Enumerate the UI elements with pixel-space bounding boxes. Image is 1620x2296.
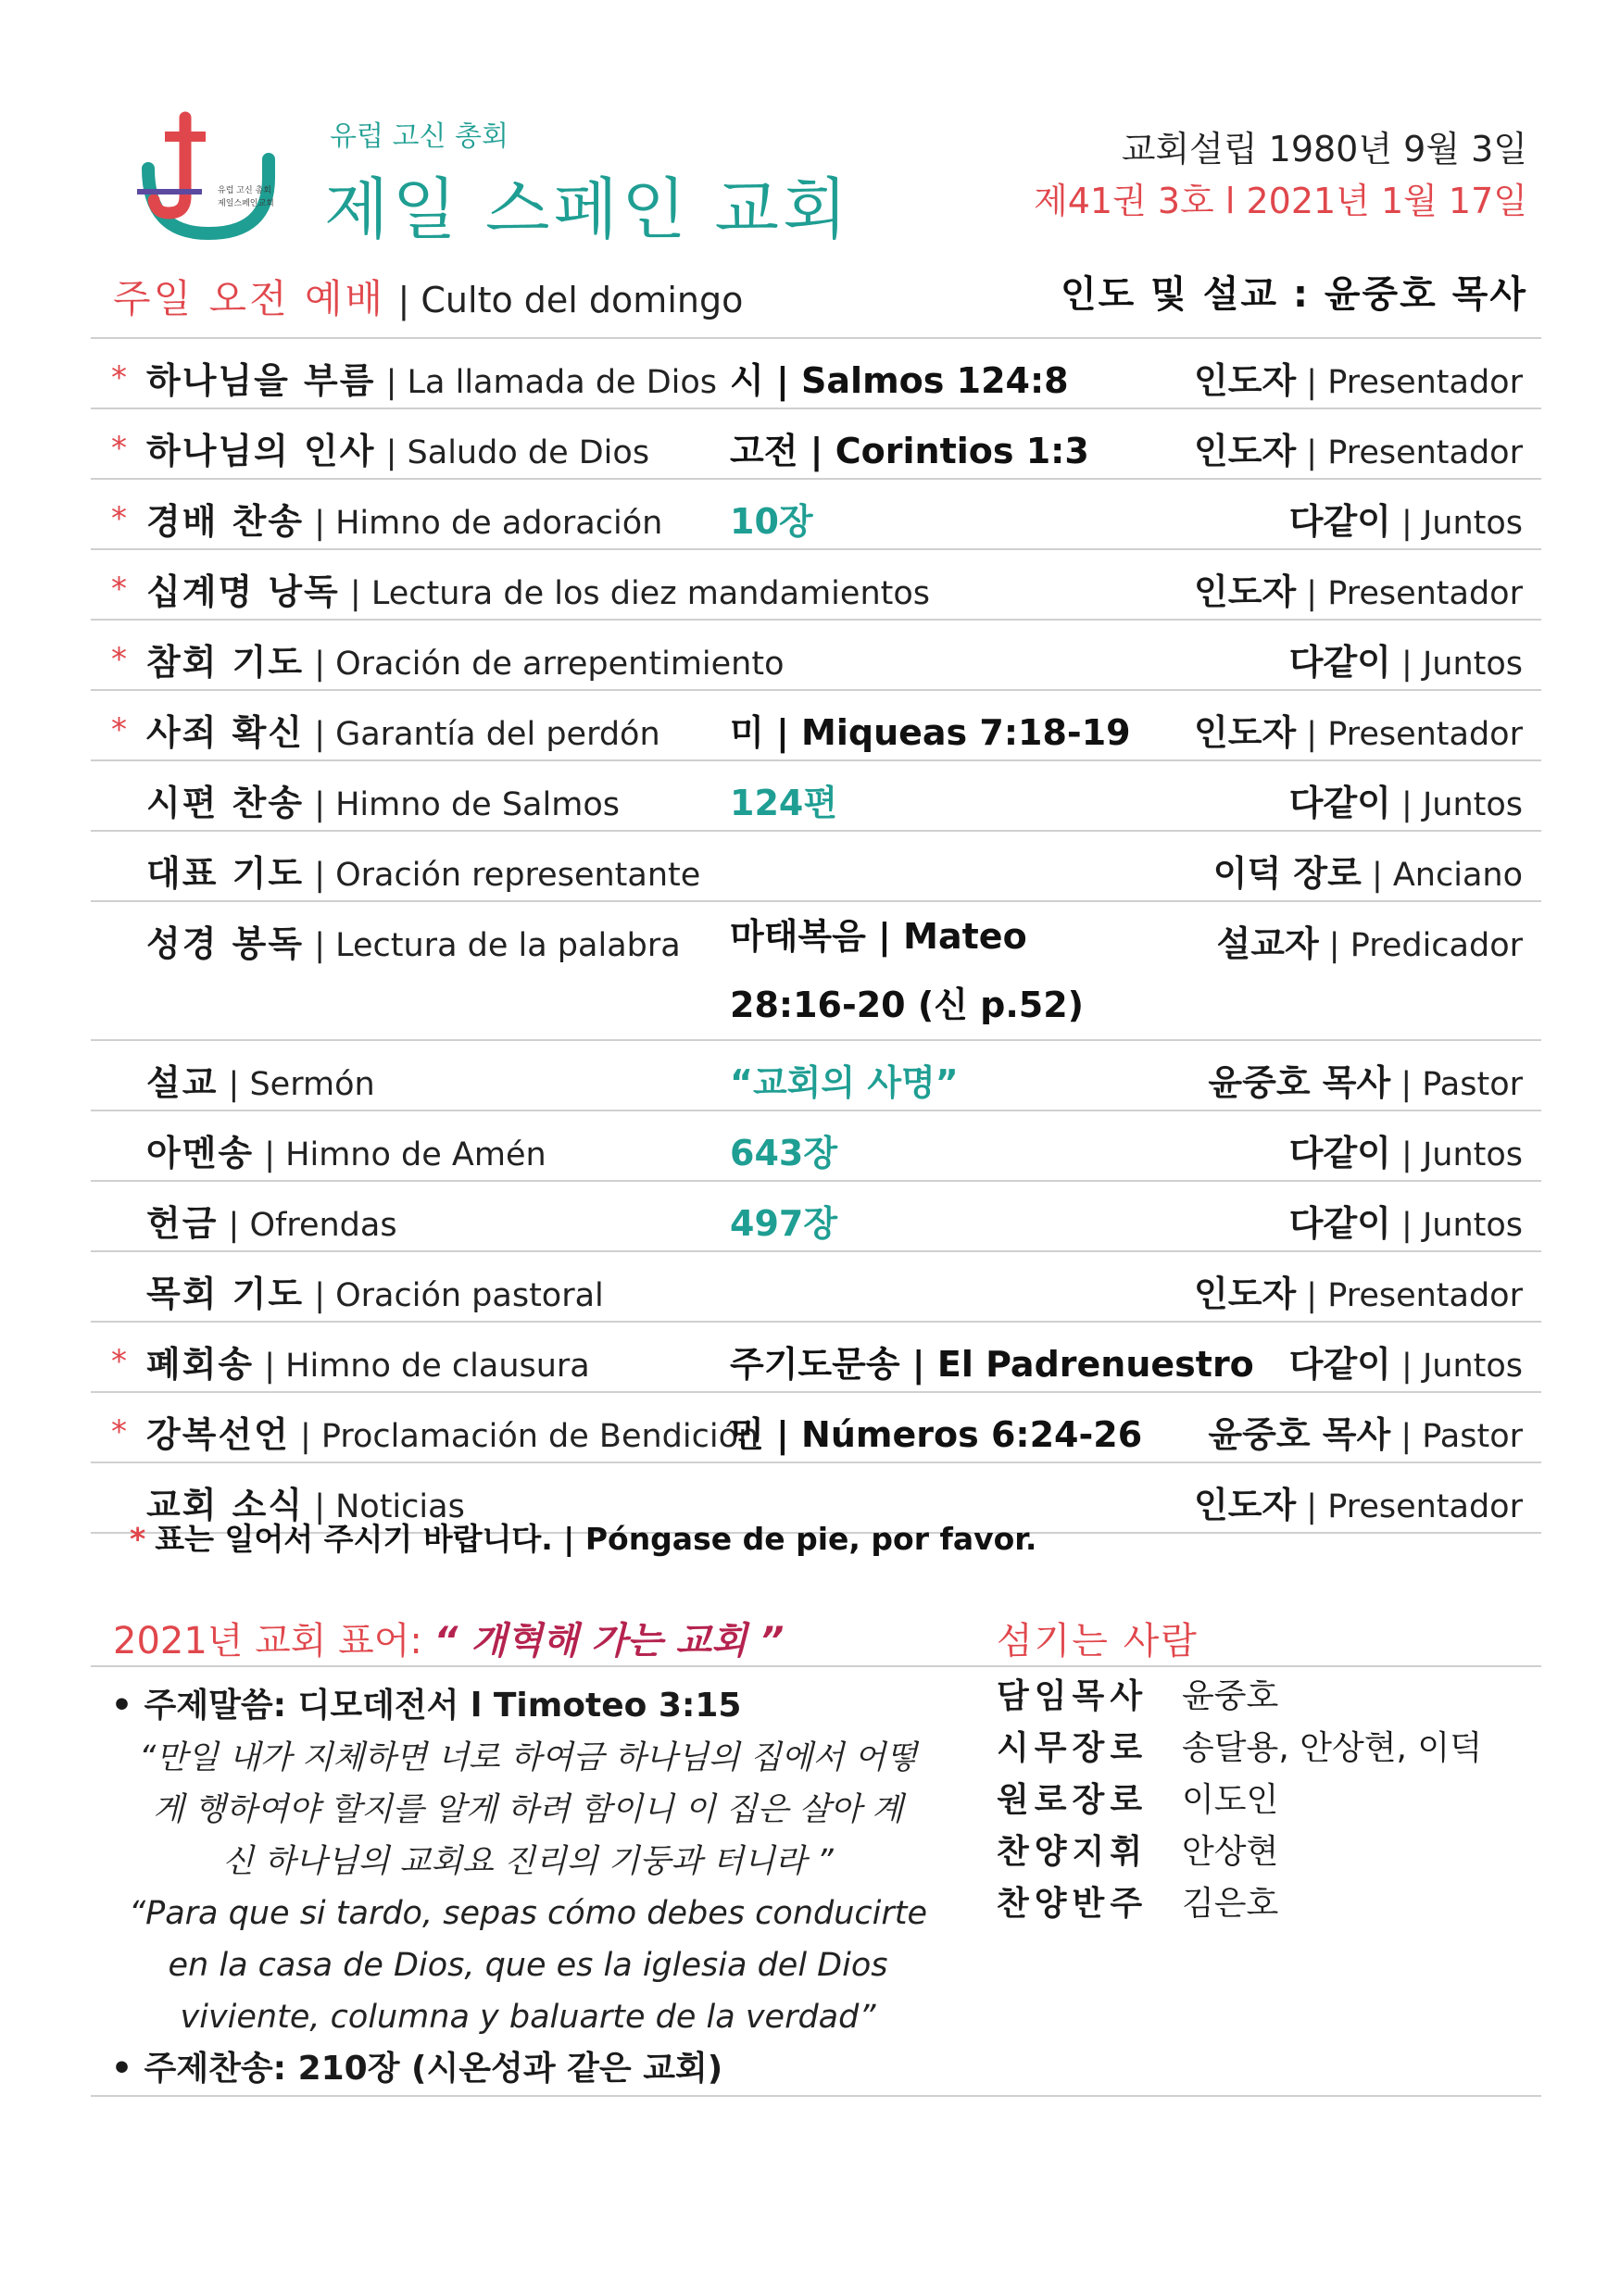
- order-of-worship: [91, 337, 1541, 1534]
- part-es: Oración de arrepentimiento: [335, 646, 785, 683]
- worship-title: [113, 269, 743, 324]
- part-es: Himno de Salmos: [335, 786, 620, 823]
- part-ko: 목회 기도: [146, 1273, 305, 1314]
- order-performer: [1289, 774, 1523, 825]
- performer-es: Juntos: [1422, 786, 1523, 823]
- part-ko: 하나님을 부름: [146, 360, 376, 401]
- church-motto: [113, 1612, 784, 1664]
- order-part: [146, 1336, 590, 1386]
- performer-es: Presentador: [1327, 1277, 1523, 1314]
- order-row: [91, 1393, 1541, 1463]
- performer-separator: |: [1361, 857, 1393, 894]
- performer-ko: 다같이: [1288, 1133, 1391, 1173]
- order-part: [146, 915, 681, 966]
- performer-es: Pastor: [1422, 1418, 1523, 1455]
- part-ko: 십계명 낭독: [146, 571, 340, 612]
- performer-es: Presentador: [1327, 716, 1523, 753]
- part-es: La llamada de Dios: [407, 364, 718, 401]
- theme-quote-ko: “만일 내가 지체하면 너로 하여금 하나님의 집에서 어떻게 행하여야 할지를 알게 하려 함이니 이 집은 살아 계신 하나님의 교회요 진리의 기둥과 터니라 ”: [139, 1739, 917, 1880]
- part-ko: 경배 찬송: [146, 501, 305, 542]
- order-performer: [1289, 634, 1523, 684]
- order-part: [146, 493, 662, 544]
- part-separator: |: [218, 1066, 250, 1103]
- part-separator: |: [254, 1348, 286, 1385]
- part-ko: 설교: [146, 1062, 219, 1103]
- part-separator: |: [304, 716, 336, 753]
- star-marker: *: [111, 430, 127, 467]
- motto-text: “ 개혁해 가는 교회 ”: [433, 1620, 785, 1662]
- part-separator: |: [304, 786, 336, 823]
- worship-title-ko: 주일 오전 예배: [113, 276, 386, 321]
- order-performer: [1289, 493, 1523, 544]
- performer-ko: 다같이: [1288, 1344, 1391, 1385]
- order-reference: 시 | Salmos 124:8: [730, 360, 1069, 401]
- order-row: [91, 1111, 1541, 1182]
- order-row: [91, 1252, 1541, 1323]
- order-reference: 미 | Miqueas 7:18-19: [730, 712, 1131, 753]
- logo-text-2: 제일스페인교회: [218, 199, 274, 208]
- worship-leader: 인도 및 설교 : 윤중호 목사: [1060, 273, 1527, 316]
- order-part: [146, 1265, 604, 1316]
- part-es: Noticias: [335, 1488, 465, 1525]
- part-es: Ofrendas: [249, 1207, 397, 1244]
- performer-separator: |: [1390, 1207, 1423, 1244]
- themes-section: [111, 1680, 945, 2095]
- part-es: Sermón: [249, 1066, 375, 1103]
- order-reference: 고전 | Corintios 1:3: [730, 431, 1089, 471]
- performer-separator: |: [1296, 434, 1328, 471]
- part-es: Garantía del perdón: [335, 716, 660, 753]
- performer-separator: |: [1296, 1488, 1328, 1525]
- performer-separator: |: [1390, 505, 1423, 542]
- church-logo: [130, 104, 287, 243]
- performer-separator: |: [1296, 575, 1328, 612]
- part-es: Lectura de los diez mandamientos: [370, 575, 930, 612]
- performer-es: Juntos: [1422, 1136, 1523, 1173]
- order-reference: 124편: [730, 783, 838, 823]
- part-ko: 강복선언: [146, 1414, 290, 1455]
- order-performer: [1194, 1265, 1523, 1316]
- part-separator: |: [304, 1488, 336, 1525]
- star-marker: *: [111, 500, 127, 537]
- part-separator: |: [218, 1207, 250, 1244]
- theme-quote-es: “Para que si tardo, sepas cómo debes conducirte en la casa de Dios, que es la iglesia del Dios viviente, columna y baluarte de la verdad”: [128, 1895, 928, 2036]
- title-separator: |: [397, 280, 421, 320]
- order-row: [91, 691, 1541, 761]
- star-marker: *: [111, 1413, 127, 1450]
- server-role: 담임목사: [997, 1677, 1149, 1715]
- performer-es: Juntos: [1422, 646, 1523, 683]
- part-separator: |: [375, 364, 408, 401]
- order-part: [146, 845, 700, 896]
- servers-list: [997, 1671, 1482, 1930]
- part-separator: |: [304, 505, 336, 542]
- order-performer: [1208, 1406, 1523, 1457]
- part-ko: 사죄 확신: [146, 712, 305, 753]
- part-ko: 교회 소식: [146, 1485, 305, 1525]
- part-ko: 아멘송: [146, 1133, 255, 1173]
- order-part: [146, 1124, 546, 1175]
- server-names: 이도인: [1182, 1781, 1279, 1819]
- server-entry: [997, 1826, 1482, 1878]
- order-reference: 민 | Números 6:24-26: [730, 1414, 1143, 1455]
- order-performer: [1194, 1476, 1523, 1527]
- server-entry: [997, 1723, 1482, 1775]
- part-separator: |: [339, 575, 371, 612]
- part-es: Oración representante: [335, 857, 701, 894]
- union-name: 유럽 고신 총회: [330, 120, 509, 153]
- performer-ko: 다같이: [1288, 783, 1391, 823]
- part-es: Saludo de Dios: [407, 434, 650, 471]
- logo-text-1: 유럽 고신 총회: [218, 186, 271, 195]
- performer-es: Predicador: [1350, 927, 1523, 964]
- star-marker: *: [111, 711, 127, 748]
- performer-ko: 이덕 장로: [1212, 853, 1362, 894]
- performer-separator: |: [1390, 1348, 1423, 1385]
- issue-info: 제41권 3호 l 2021년 1월 17일: [1034, 181, 1527, 221]
- order-reference: 10장: [730, 501, 813, 542]
- church-name: 제일 스페인 교회: [324, 170, 851, 248]
- part-separator: |: [304, 1277, 336, 1314]
- star-marker: *: [111, 571, 127, 608]
- performer-es: Juntos: [1422, 505, 1523, 542]
- server-role: 찬양지휘: [997, 1833, 1149, 1871]
- server-entry: [997, 1878, 1482, 1930]
- order-row: [91, 1323, 1541, 1393]
- order-row: [91, 902, 1541, 1041]
- performer-ko: 설교자: [1216, 923, 1319, 964]
- order-performer: [1289, 1195, 1523, 1246]
- performer-separator: |: [1390, 786, 1423, 823]
- star-marker: *: [111, 641, 127, 678]
- order-row: [91, 761, 1541, 832]
- performer-es: Juntos: [1422, 1207, 1523, 1244]
- part-es: Himno de adoración: [335, 505, 663, 542]
- performer-es: Presentador: [1327, 575, 1523, 612]
- part-ko: 헌금: [146, 1203, 219, 1244]
- performer-ko: 인도자: [1194, 571, 1297, 612]
- order-row: [91, 621, 1541, 691]
- performer-ko: 윤중호 목사: [1208, 1062, 1391, 1103]
- performer-separator: |: [1390, 1418, 1423, 1455]
- order-part: [146, 774, 620, 825]
- server-role: 원로장로: [997, 1781, 1149, 1819]
- performer-separator: |: [1296, 1277, 1328, 1314]
- performer-es: Pastor: [1422, 1066, 1523, 1103]
- part-separator: |: [304, 857, 336, 894]
- order-row: [91, 480, 1541, 550]
- divider: [91, 2095, 1541, 2097]
- part-ko: 폐회송: [146, 1344, 255, 1385]
- order-performer: [1289, 1124, 1523, 1175]
- performer-ko: 인도자: [1194, 1485, 1297, 1525]
- worship-title-es: Culto del domingo: [421, 280, 744, 320]
- performer-es: Presentador: [1327, 434, 1523, 471]
- part-ko: 참회 기도: [146, 642, 305, 683]
- founded-date: 교회설립 1980년 9월 3일: [1121, 129, 1527, 169]
- performer-ko: 인도자: [1194, 1273, 1297, 1314]
- star-marker: *: [111, 359, 127, 396]
- order-reference: 643장: [730, 1133, 838, 1173]
- performer-separator: |: [1390, 1066, 1423, 1103]
- part-ko: 시편 찬송: [146, 783, 305, 823]
- part-es: Lectura de la palabra: [335, 927, 681, 964]
- performer-separator: |: [1390, 646, 1423, 683]
- order-part: [146, 634, 785, 684]
- part-separator: |: [289, 1418, 321, 1455]
- performer-es: Anciano: [1392, 857, 1523, 894]
- server-entry: [997, 1671, 1482, 1723]
- order-performer: [1289, 1336, 1523, 1386]
- performer-ko: 다같이: [1288, 501, 1391, 542]
- stand-note: [130, 1515, 1036, 1559]
- order-performer: [1217, 915, 1523, 966]
- server-names: 윤중호: [1182, 1677, 1279, 1715]
- order-row: [91, 409, 1541, 480]
- part-es: Proclamación de Bendición: [320, 1418, 760, 1455]
- order-performer: [1194, 704, 1523, 755]
- order-performer: [1194, 422, 1523, 473]
- part-es: Himno de Amén: [285, 1136, 546, 1173]
- part-es: Oración pastoral: [335, 1277, 604, 1314]
- part-ko: 하나님의 인사: [146, 431, 376, 471]
- theme-verse-label: • 주제말씀: 디모데전서 l Timoteo 3:15: [111, 1687, 742, 1725]
- performer-ko: 인도자: [1194, 431, 1297, 471]
- order-part: [146, 704, 660, 755]
- performer-ko: 인도자: [1194, 712, 1297, 753]
- server-names: 송달용, 안상현, 이덕: [1182, 1729, 1482, 1767]
- order-row: [91, 832, 1541, 902]
- order-part: [146, 352, 717, 403]
- order-reference: 마태복음 | Mateo 28:16-20 (신 p.52): [730, 916, 1085, 1025]
- stand-note-text: 표는 일어서 주시기 바랍니다. | Póngase de pie, por favor.: [155, 1521, 1037, 1557]
- performer-ko: 다같이: [1288, 1203, 1391, 1244]
- part-separator: |: [254, 1136, 286, 1173]
- part-es: Himno de clausura: [285, 1348, 590, 1385]
- order-performer: [1213, 845, 1523, 896]
- order-row: [91, 1182, 1541, 1252]
- server-names: 안상현: [1182, 1833, 1279, 1871]
- order-reference: “교회의 사명”: [730, 1062, 959, 1103]
- order-performer: [1194, 563, 1523, 614]
- order-part: [146, 1406, 759, 1457]
- servers-title: 섬기는 사람: [997, 1620, 1199, 1662]
- star-marker: *: [130, 1521, 146, 1557]
- performer-es: Presentador: [1327, 1488, 1523, 1525]
- order-part: [146, 563, 930, 614]
- order-reference: 주기도문송 | El Padrenuestro: [730, 1344, 1254, 1385]
- part-ko: 대표 기도: [146, 853, 305, 894]
- star-marker: *: [111, 1343, 127, 1380]
- server-role: 찬양반주: [997, 1885, 1149, 1923]
- part-separator: |: [304, 927, 336, 964]
- part-ko: 성경 봉독: [146, 923, 305, 964]
- performer-ko: 다같이: [1288, 642, 1391, 683]
- order-performer: [1208, 1054, 1523, 1105]
- server-names: 김은호: [1182, 1885, 1279, 1923]
- divider: [91, 1665, 1541, 1667]
- part-separator: |: [304, 646, 336, 683]
- performer-ko: 윤중호 목사: [1208, 1414, 1391, 1455]
- order-performer: [1194, 352, 1523, 403]
- motto-prefix: 2021년 교회 표어:: [113, 1620, 434, 1662]
- performer-separator: |: [1296, 364, 1328, 401]
- server-role: 시무장로: [997, 1729, 1149, 1767]
- performer-separator: |: [1296, 716, 1328, 753]
- theme-hymn-label: • 주제찬송: 210장 (시온성과 같은 교회): [111, 2050, 723, 2088]
- order-part: [146, 1195, 397, 1246]
- performer-es: Juntos: [1422, 1348, 1523, 1385]
- performer-separator: |: [1390, 1136, 1423, 1173]
- order-row: [91, 550, 1541, 621]
- order-reference: 497장: [730, 1203, 838, 1244]
- order-row: [91, 1041, 1541, 1111]
- part-separator: |: [375, 434, 408, 471]
- performer-separator: |: [1318, 927, 1350, 964]
- server-entry: [997, 1775, 1482, 1826]
- performer-ko: 인도자: [1194, 360, 1297, 401]
- order-row: [91, 339, 1541, 409]
- order-part: [146, 422, 649, 473]
- performer-es: Presentador: [1327, 364, 1523, 401]
- order-part: [146, 1054, 375, 1105]
